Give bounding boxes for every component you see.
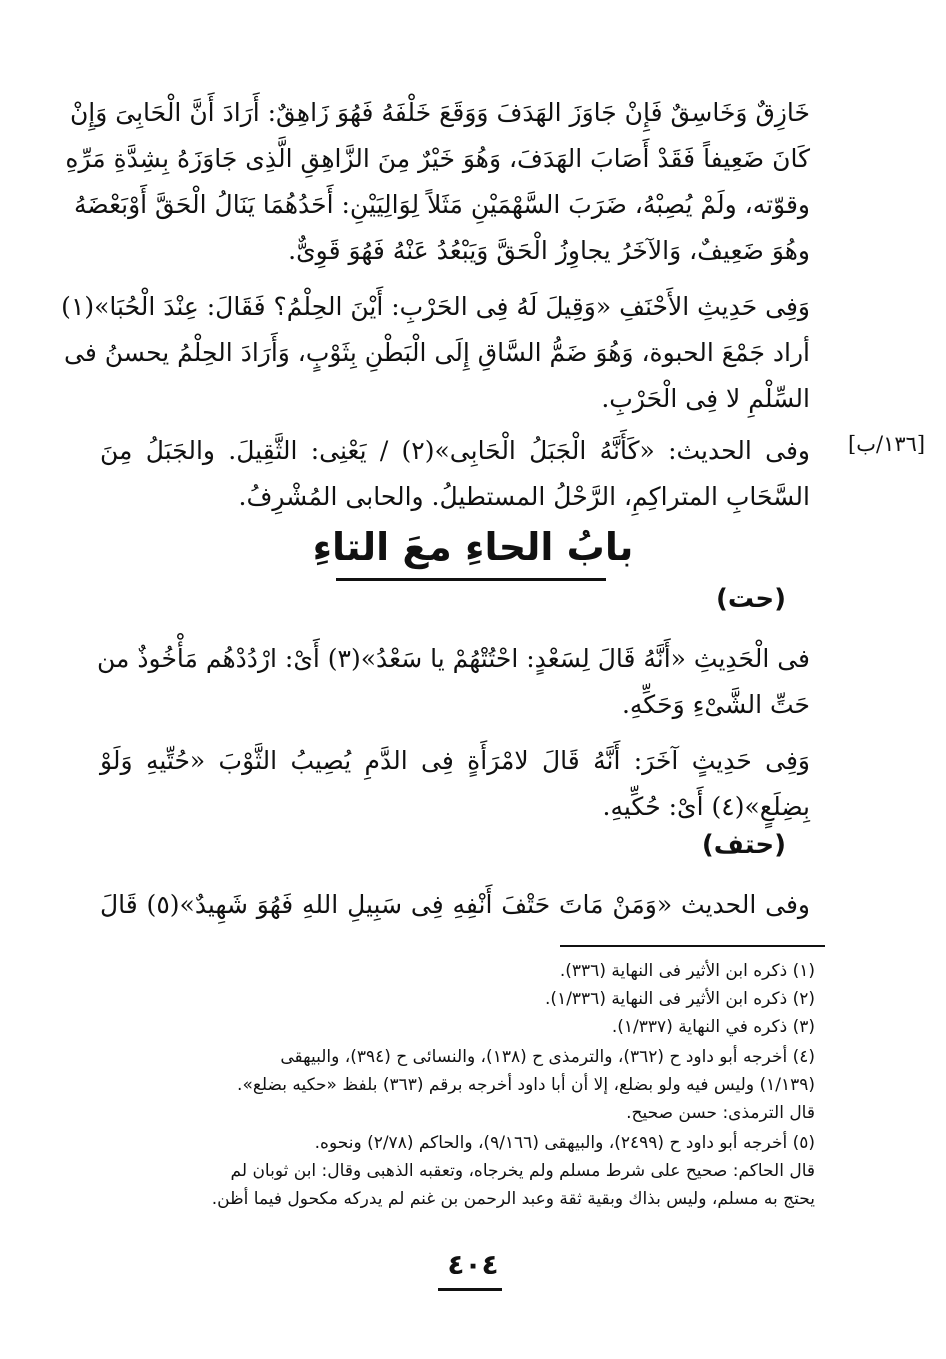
chapter-title: بابُ الحاءِ معَ التاءِ xyxy=(312,525,634,569)
text-line: السِّلْمِ لا فِى الْحَرْبِ. xyxy=(601,384,810,413)
text-line: وهُوَ ضَعِيفٌ، وَالآخَرُ يجاوِزُ الْحَقَّ وَيَبْعُدُ عَنْهُ فَهُوَ قَوِىٌّ. xyxy=(288,236,810,265)
paragraph-2 xyxy=(61,284,810,422)
footnote-separator xyxy=(560,945,825,947)
footnote-line: (٢) ذكره ابن الأثير فى النهاية (١/٣٣٦). xyxy=(545,989,815,1009)
footnote-line: قال الحاكم: صحيح على شرط مسلم ولم يخرجاه، وتعقبه الذهبى وقال: ابن ثوبان لم xyxy=(230,1161,815,1181)
text-line: أراد جَمْعَ الحبوة، وَهُوَ ضَمُّ السَّاقِ إِلَى الْبَطْنِ بِثَوْبٍ، وَأَرَادَ الحِلْمُ يحسنُ فى xyxy=(64,338,810,367)
section-heading-hatt: (حت) xyxy=(715,584,786,614)
paragraph-4 xyxy=(97,636,810,728)
paragraph-5 xyxy=(100,738,810,830)
text-line: خَازِقٌ وَخَاسِقٌ فَإِنْ جَاوَزَ الهَدَفَ وَوَقَعَ خَلْفَهُ فَهُوَ زَاهِقٌ: أَرَادَ أَنَّ الْحَابِىَ وَإِنْ xyxy=(69,98,810,127)
text-line: حَتِّ الشَّىْءِ وَحَكِّهِ. xyxy=(621,690,810,719)
page-number: ٤٠٤ xyxy=(447,1248,499,1281)
footnote-line: قال الترمذى: حسن صحيح. xyxy=(626,1103,815,1123)
text-line: وَفِى حَدِيثٍ آخَرَ: أَنَّهُ قَالَ لامْرَأَةٍ فِى الدَّمِ يُصِيبُ الثَّوْبَ «حُتِّيهِ وَلَوْ xyxy=(100,746,810,775)
text-line: فى الْحَدِيثِ «أَنَّهُ قَالَ لِسَعْدٍ: احْتُتْهُمْ يا سَعْدُ»(٣) أَىْ: ارْدُدْهُم مَأْخُوذٌ من xyxy=(97,644,810,673)
chapter-title-underline xyxy=(336,578,606,581)
text-line: وفى الحديث: «كَأَنَّهُ الْجَبَلُ الْحَابِى»(٢) / يَعْنِى: الثَّقِيلَ. والجَبَلُ مِنَ xyxy=(100,436,810,465)
paragraph-3 xyxy=(100,428,810,520)
paragraph-1 xyxy=(65,90,810,274)
footnote-line: (٤) أخرجه أبو داود ح (٣٦٢)، والترمذى ح (١٣٨)، والنسائى ح (٣٩٤)، والبيهقى xyxy=(280,1047,815,1067)
text-line: بِضِلَعٍ»(٤) أَىْ: حُكِّيهِ. xyxy=(602,792,810,821)
text-line: وَفِى حَدِيثِ الأَحْنَفِ «وَقِيلَ لَهُ فِى الحَرْبِ: أَيْنَ الحِلْمُ؟ فَقَالَ: عِنْدَ الْحُبَا»(١) xyxy=(61,292,810,321)
footnote-line: (٣) ذكره في النهاية (١/٣٣٧). xyxy=(611,1017,815,1037)
text-line: السَّحَابِ المتراكِمِ، الرَّحْلُ المستطيلُ. والحابى المُشْرِفُ. xyxy=(238,482,810,511)
margin-folio-reference: [١٣٦/ب] xyxy=(848,432,926,456)
section-heading-hatf: (حتف) xyxy=(701,830,786,860)
footnote-line: يحتج به مسلم، وليس بذاك وبقية ثقة وعبد الرحمن بن غنم لم يدركه مكحول فيما أظن. xyxy=(211,1189,815,1209)
page-number-underline xyxy=(438,1288,502,1291)
text-line: كَانَ ضَعِيفاً فَقَدْ أَصَابَ الهَدَفَ، وَهُوَ خَيْرٌ مِنَ الزَّاهِقِ الَّذِى جَاوَزَهُ بِشِدَّةِ مَرِّهِ xyxy=(65,144,810,173)
footnote-line: (١/١٣٩) وليس فيه ولو بضلع، إلا أن أبا داود أخرجه برقم (٣٦٣) بلفظ «حكيه بضلع». xyxy=(237,1075,815,1095)
paragraph-6 xyxy=(100,882,810,928)
text-line: وفى الحديث «وَمَنْ مَاتَ حَتْفَ أَنْفِهِ فِى سَبِيلِ اللهِ فَهُوَ شَهِيدٌ»(٥) قَالَ xyxy=(100,890,810,919)
footnote-line: (١) ذكره ابن الأثير فى النهاية (٣٣٦). xyxy=(559,961,815,981)
footnote-line: (٥) أخرجه أبو داود ح (٢٤٩٩)، والبيهقى (٩/١٦٦)، والحاكم (٢/٧٨) ونحوه. xyxy=(314,1133,815,1153)
text-line: وقوّته، ولَمْ يُصِبْهُ، ضَرَبَ السَّهْمَيْنِ مَثَلاً لِوَالِيَيْنِ: أَحَدُهُمَا يَنَالُ الْحَقَّ أَوْبَعْضَهُ xyxy=(73,190,810,219)
